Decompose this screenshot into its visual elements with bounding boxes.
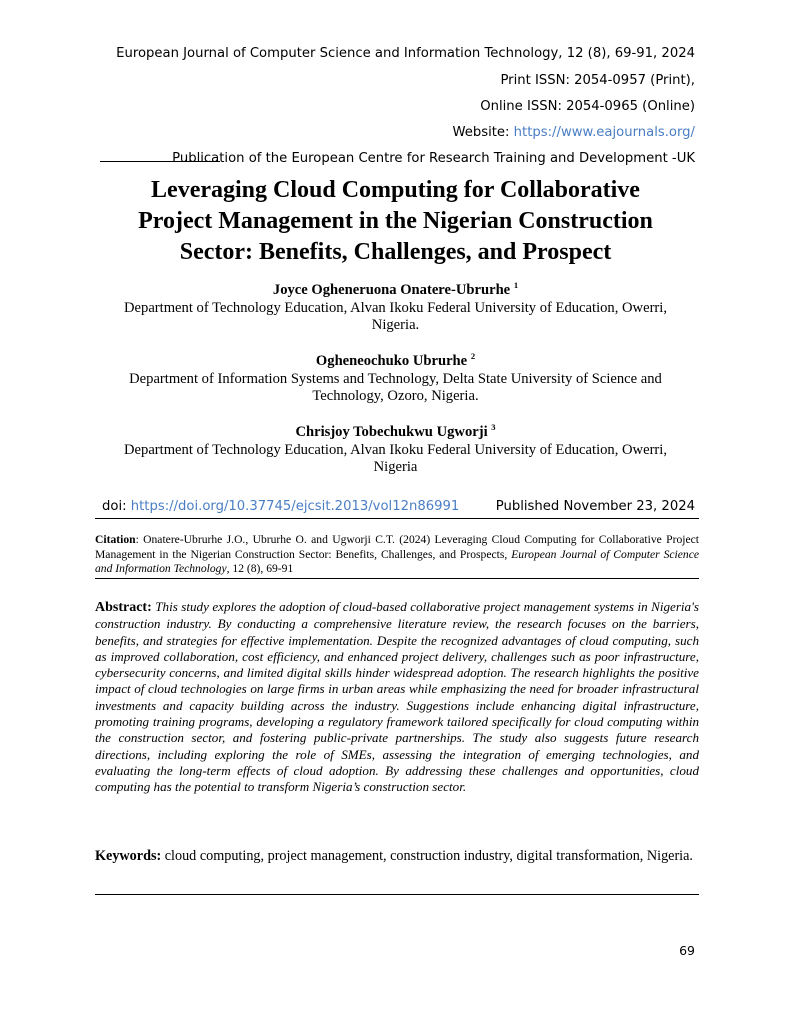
author-superscript: 2 [470, 351, 476, 362]
citation-tail: , 12 (8), 69-91 [226, 562, 294, 576]
author-block-3 [80, 424, 711, 477]
author-name: Joyce Ogheneruona Onatere-Ubrurhe [272, 282, 511, 298]
author-affiliation: Department of Information Systems and Technology, Delta State University of Science and [129, 370, 662, 387]
author-affiliation: Nigeria. [371, 317, 420, 333]
abstract-text: This study explores the adoption of cloud-based collaborative project management systems in Nigeria's construction industry. By conducting a comprehensive literature review, the research focuses on the barriers, benefits, and strategies for effective implementation. Despite the recognized advantages of cloud computing, such as improved collaboration, cost efficiency, and enhanced project delivery, challenges such as poor infrastructure, cybersecurity concerns, and limited digital skills hinder widespread adoption. The research highlights the positive impact of cloud technologies on large firms in urban areas while emphasizing the need for broader infrastructural investments and capacity building across the industry. Suggestions include enhancing digital infrastructure, promoting training programs, developing a regulatory framework tailored specifically for cloud computing within the construction sector, and fostering public-private partnerships. The study also suggests future research directions, including exploring the role of SMEs, assessing the integration of emerging technologies, and evaluating the long-term effects of cloud adoption. By addressing these challenges and opportunities, cloud computing has the potential to transform Nigeria’s construction sector. [95, 599, 699, 795]
print-issn: Print ISSN: 2054-0957 (Print), [500, 73, 695, 88]
author-superscript: 3 [491, 422, 496, 433]
author-affiliation: Department of Technology Education, Alvan Ikoku Federal University of Education, Owerri, [124, 441, 667, 458]
paper-title [80, 175, 711, 268]
keywords [95, 847, 699, 866]
author-superscript: 1 [513, 280, 519, 291]
keywords-rule [95, 894, 699, 895]
citation-label: Citation [95, 533, 136, 546]
doi-link[interactable]: https://doi.org/10.37745/ejcsit.2013/vol12n86991 [130, 499, 460, 514]
author-block-1 [80, 282, 711, 335]
author-name: Chrisjoy Tobechukwu Ugworji [295, 424, 488, 440]
website-link[interactable]: https://www.eajournals.org/ [513, 125, 695, 140]
journal-line: European Journal of Computer Science and Information Technology, 12 (8), 69-91, 2024 [116, 46, 695, 61]
website-line [452, 125, 695, 141]
doi-label: doi: [102, 499, 131, 514]
citation [95, 533, 699, 577]
author-name: Ogheneochuko Ubrurhe [315, 353, 468, 369]
title-line-1: Leveraging Cloud Computing for Collaborative [151, 177, 640, 203]
publisher-line: Publication of the European Centre for Research Training and Development -UK [172, 151, 695, 166]
doi-rule [95, 518, 699, 519]
header-rule [100, 161, 220, 162]
abstract-label: Abstract: [95, 600, 152, 615]
citation-journal: European Journal of Computer Science and Information Technology [95, 547, 699, 576]
online-issn: Online ISSN: 2054-0965 (Online) [480, 99, 695, 114]
page-number: 69 [679, 943, 695, 958]
citation-rule [95, 578, 699, 579]
website-label: Website: [452, 125, 514, 140]
keywords-label: Keywords: [95, 848, 162, 864]
author-affiliation: Nigeria [373, 459, 418, 475]
abstract [95, 599, 699, 796]
author-affiliation: Technology, Ozoro, Nigeria. [312, 388, 479, 404]
published-date: Published November 23, 2024 [495, 499, 695, 514]
doi-line [102, 499, 459, 514]
author-affiliation: Department of Technology Education, Alvan Ikoku Federal University of Education, Owerri, [124, 299, 667, 316]
keywords-text: cloud computing, project management, construction industry, digital transformation, Nigeria. [164, 848, 693, 864]
title-line-2: Project Management in the Nigerian Construction [138, 208, 653, 234]
author-block-2 [80, 353, 711, 406]
citation-text: : Onatere-Ubrurhe J.O., Ubrurhe O. and Ugworji C.T. (2024) Leveraging Cloud Computing for Collaborative Project Management in the Nigerian Construction Sector: Benefits, Challenges, and Prospects, [95, 533, 699, 561]
title-line-3: Sector: Benefits, Challenges, and Prospect [179, 239, 612, 265]
